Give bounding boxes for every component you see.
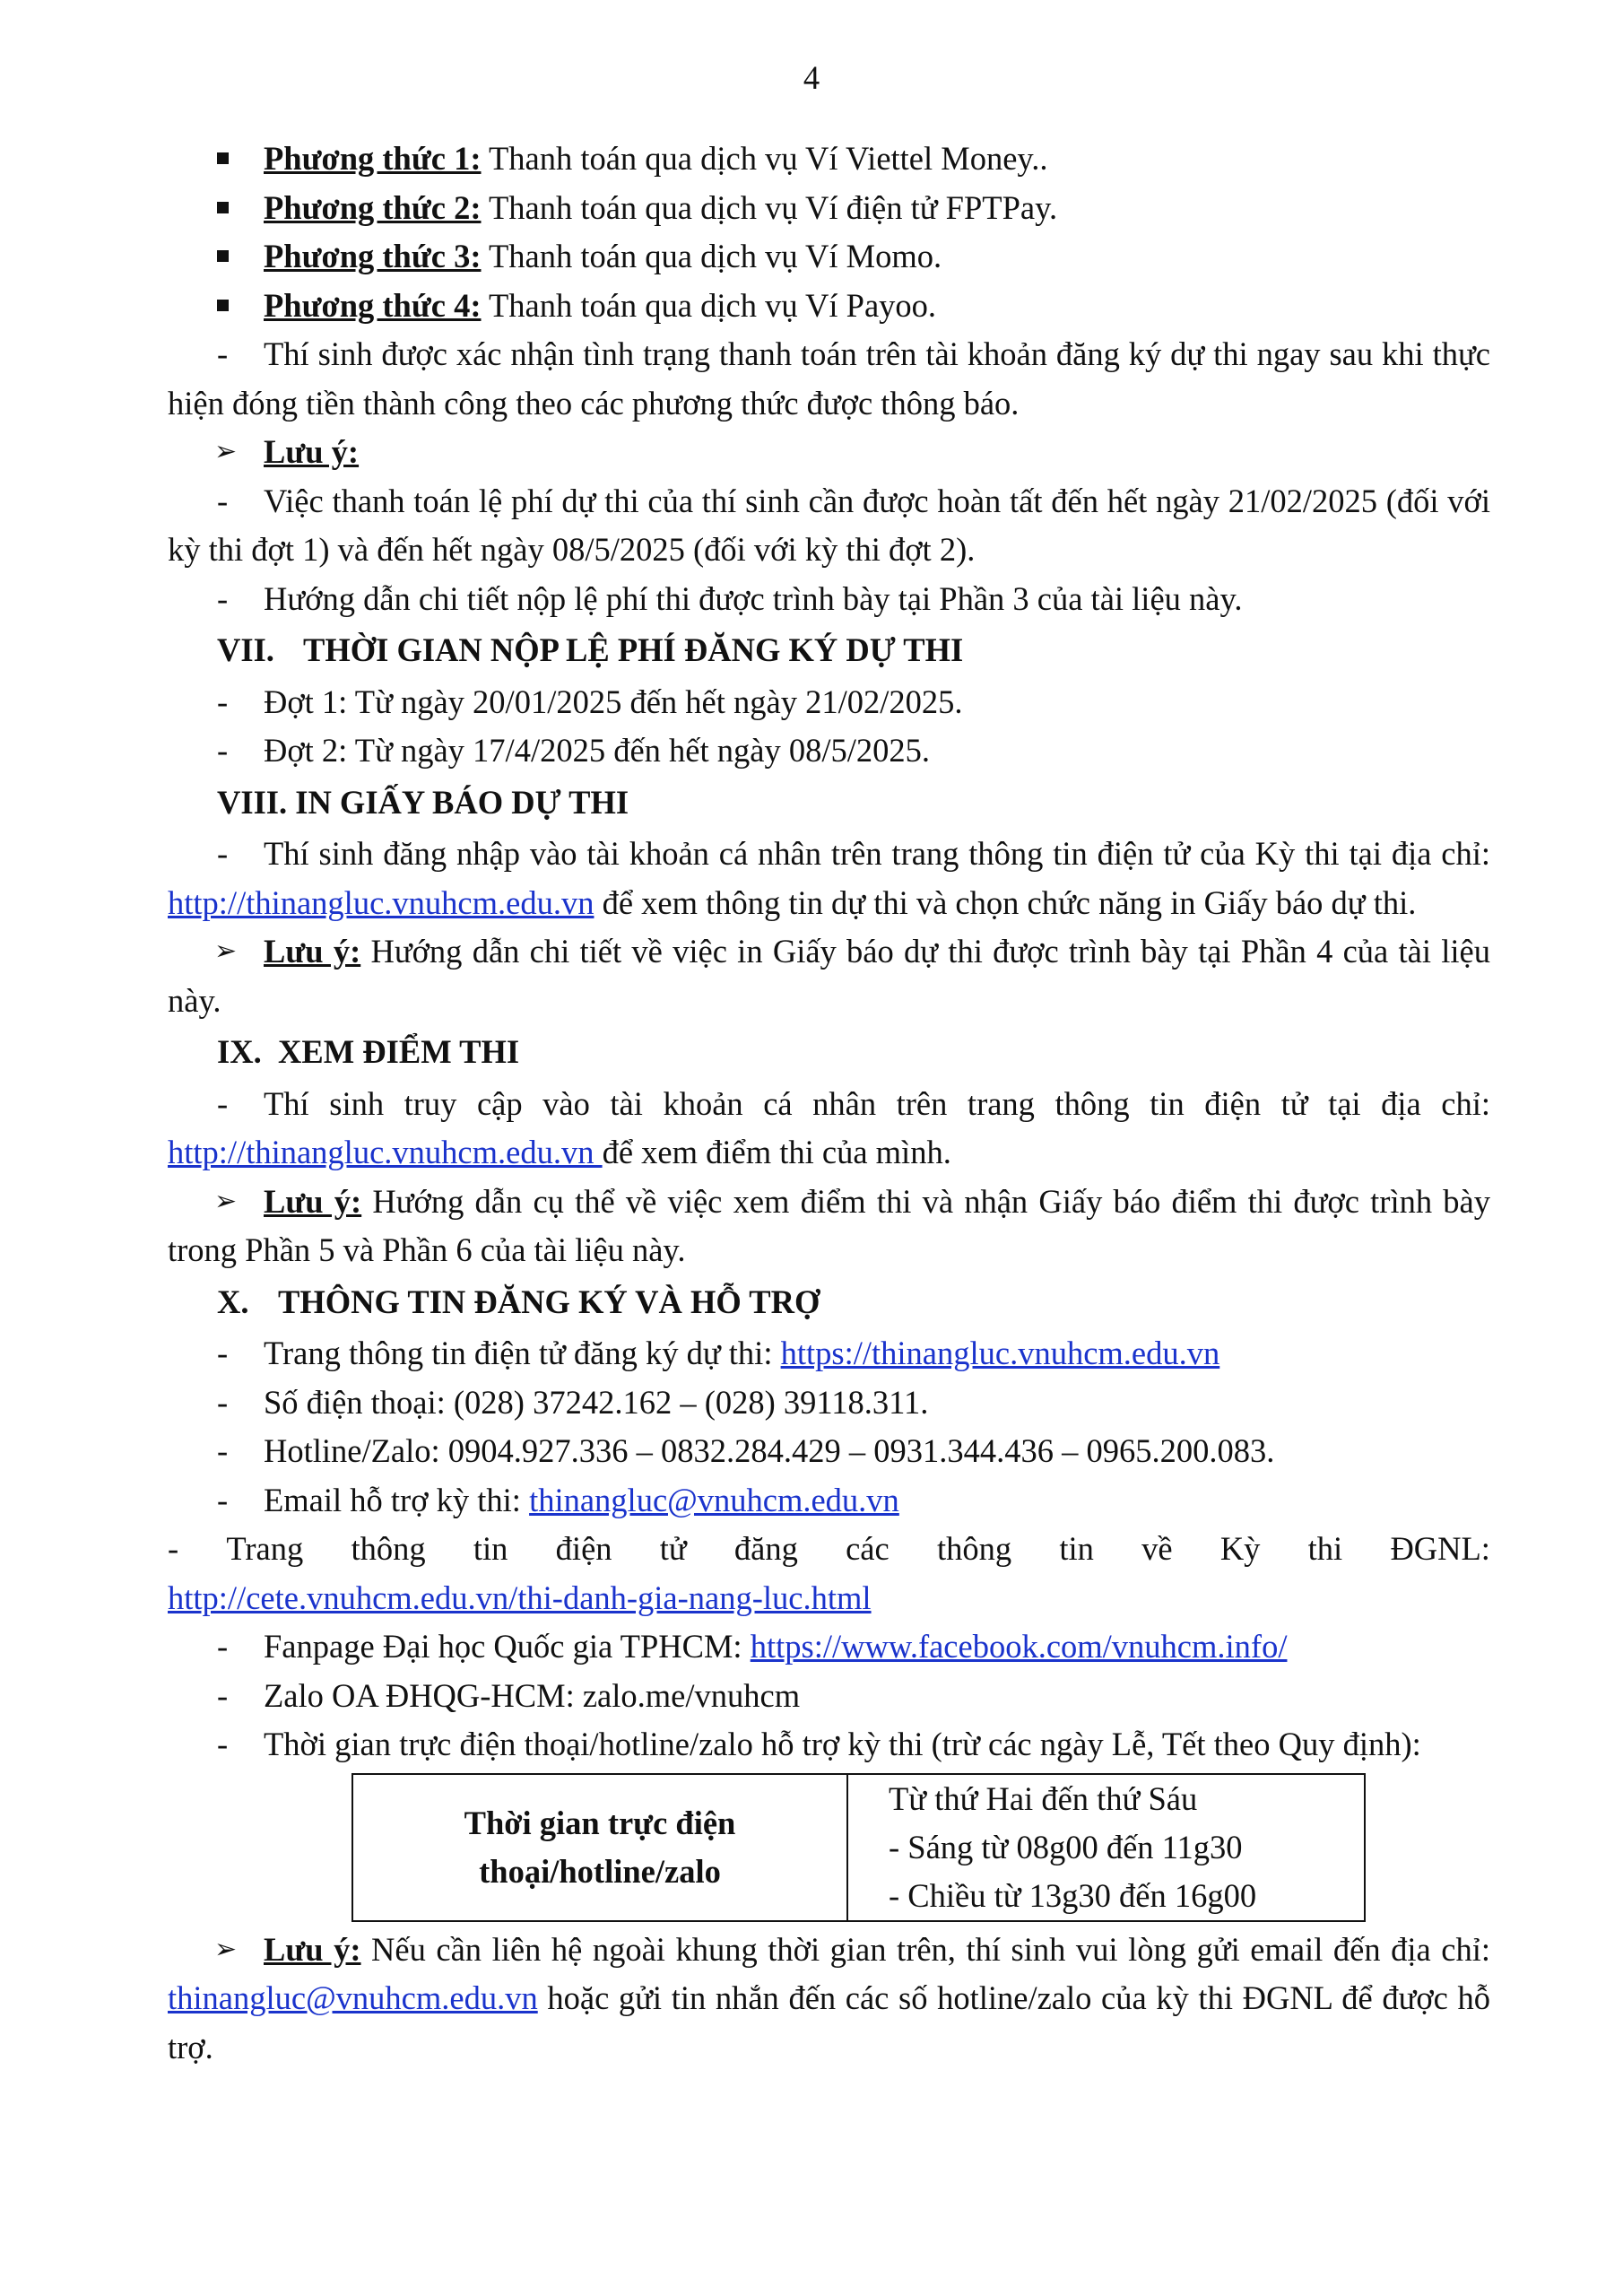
dash-marker: - [217, 683, 229, 720]
dash-marker: - [217, 1726, 229, 1762]
final-contact-note: ➢ Lưu ý: Nếu cần liên hệ ngoài khung thời gian trên, thí sinh vui lòng gửi email đến địa chỉ: thinangluc@vnuhcm.edu.vn hoặc gửi tin nhắn đến các số hotline/zalo của kỳ thi ĐGNL để được hỗ trợ. [168, 1926, 1490, 2073]
contact-website: - Trang thông tin điện tử đăng ký dự thi: https://thinangluc.vnuhcm.edu.vn [168, 1329, 1490, 1378]
fee-period-1: - Đợt 1: Từ ngày 20/01/2025 đến hết ngày 21/02/2025. [168, 678, 1490, 727]
dash-marker: - [217, 1481, 229, 1518]
print-admission-paragraph: - Thí sinh đăng nhập vào tài khoản cá nhân trên trang thông tin điện tử của Kỳ thi tại địa chỉ: http://thinangluc.vnuhcm.edu.vn để xem thông tin dự thi và chọn chức năng in Giấy báo dự thi. [168, 830, 1490, 927]
section-heading-ix: IX. XEM ĐIỂM THI [217, 1033, 520, 1070]
support-hours-value-cell: Từ thứ Hai đến thứ Sáu - Sáng từ 08g00 đến 11g30 - Chiều từ 13g30 đến 16g00 [847, 1774, 1365, 1921]
section-heading-x: X. THÔNG TIN ĐĂNG KÝ VÀ HỖ TRỢ [217, 1283, 820, 1320]
arrow-bullet-icon: ➢ [214, 1933, 238, 1965]
bullet-square-icon [217, 202, 229, 213]
dash-marker: - [217, 1383, 229, 1421]
payment-method-4: Phương thức 4: Thanh toán qua dịch vụ Ví Payoo. [168, 282, 1490, 331]
note-heading: ➢ Lưu ý: [168, 428, 1490, 477]
arrow-bullet-icon: ➢ [214, 935, 238, 967]
contact-email: - Email hỗ trợ kỳ thi: thinangluc@vnuhcm.edu.vn [168, 1476, 1490, 1526]
payment-note-guide: - Hướng dẫn chi tiết nộp lệ phí thi được trình bày tại Phần 3 của tài liệu này. [168, 575, 1490, 624]
contact-info-page [168, 1525, 1490, 1622]
facebook-fanpage-link[interactable]: https://www.facebook.com/vnuhcm.info/ [750, 1628, 1288, 1665]
page-number: 4 [803, 59, 820, 96]
payment-method-2: Phương thức 2: Thanh toán qua dịch vụ Ví điện tử FPTPay. [168, 184, 1490, 233]
contact-phone: - Số điện thoại: (028) 37242.162 – (028) 39118.311. [168, 1378, 1490, 1428]
dash-marker: - [217, 732, 229, 769]
support-hours-label-cell: Thời gian trực điện thoại/hotline/zalo [352, 1774, 847, 1921]
page-content [168, 135, 1490, 2072]
print-admission-note: ➢ Lưu ý: Hướng dẫn chi tiết về việc in Giấy báo dự thi được trình bày tại Phần 4 của tài liệu này. [168, 927, 1490, 1025]
support-hours-table [352, 1773, 1366, 1922]
dash-marker: - [217, 1676, 229, 1714]
dash-marker: - [217, 579, 229, 617]
support-email-link[interactable]: thinangluc@vnuhcm.edu.vn [529, 1481, 899, 1518]
arrow-bullet-icon: ➢ [214, 1185, 238, 1217]
payment-method-3: Phương thức 3: Thanh toán qua dịch vụ Ví Momo. [168, 232, 1490, 282]
fee-period-2: - Đợt 2: Từ ngày 17/4/2025 đến hết ngày 08/5/2025. [168, 726, 1490, 776]
table-row [352, 1774, 1365, 1921]
section-heading-vii: VII. THỜI GIAN NỘP LỆ PHÍ ĐĂNG KÝ DỰ THI [217, 631, 964, 668]
payment-note-deadline: - Việc thanh toán lệ phí dự thi của thí sinh cần được hoàn tất đến hết ngày 21/02/2025 (đối với kỳ thi đợt 1) và đến hết ngày 08/5/2025 (đối với kỳ thi đợt 2). [168, 477, 1490, 575]
score-site-link[interactable]: http://thinangluc.vnuhcm.edu.vn [168, 1134, 603, 1170]
view-score-note: ➢ Lưu ý: Hướng dẫn cụ thể về việc xem điểm thi và nhận Giấy báo điểm thi được trình bày trong Phần 5 và Phần 6 của tài liệu này. [168, 1178, 1490, 1275]
dash-marker: - [217, 335, 229, 372]
dash-marker: - [217, 835, 229, 872]
dash-marker: - [217, 1084, 229, 1122]
info-page-words: - Trang thông tin điện tử đăng các thông tin về Kỳ thi ĐGNL: [168, 1530, 1490, 1567]
registration-site-link[interactable]: http://thinangluc.vnuhcm.edu.vn [168, 883, 595, 921]
contact-hours-intro: - Thời gian trực điện thoại/hotline/zalo hỗ trợ kỳ thi (trừ các ngày Lễ, Tết theo Quy định): [168, 1720, 1490, 1770]
cete-exam-link[interactable]: http://cete.vnuhcm.edu.vn/thi-danh-gia-nang-luc.html [168, 1578, 872, 1616]
contact-website-link[interactable]: https://thinangluc.vnuhcm.edu.vn [780, 1335, 1220, 1371]
arrow-bullet-icon: ➢ [214, 436, 238, 467]
bullet-square-icon [217, 250, 229, 262]
dash-marker: - [217, 1432, 229, 1469]
dash-marker: - [217, 1335, 229, 1371]
bullet-square-icon [217, 152, 229, 164]
contact-fanpage: - Fanpage Đại học Quốc gia TPHCM: https://www.facebook.com/vnuhcm.info/ [168, 1622, 1490, 1672]
final-note-email-link[interactable]: thinangluc@vnuhcm.edu.vn [168, 1979, 538, 2016]
dash-marker: - [217, 1628, 229, 1665]
bullet-square-icon [217, 300, 229, 311]
dash-marker: - [217, 482, 229, 519]
payment-confirm-paragraph: - Thí sinh được xác nhận tình trạng thanh toán trên tài khoản đăng ký dự thi ngay sau khi thực hiện đóng tiền thành công theo các phương thức được thông báo. [168, 330, 1490, 428]
view-score-paragraph: - Thí sinh truy cập vào tài khoản cá nhân trên trang thông tin điện tử tại địa chỉ: http://thinangluc.vnuhcm.edu.vn để xem điểm thi của mình. [168, 1080, 1490, 1178]
contact-zalo: - Zalo OA ĐHQG-HCM: zalo.me/vnuhcm [168, 1672, 1490, 1721]
contact-hotline: - Hotline/Zalo: 0904.927.336 – 0832.284.429 – 0931.344.436 – 0965.200.083. [168, 1427, 1490, 1476]
payment-method-1: Phương thức 1: Thanh toán qua dịch vụ Ví Viettel Money.. [168, 135, 1490, 184]
section-heading-viii: VIII. IN GIẤY BÁO DỰ THI [217, 783, 629, 821]
